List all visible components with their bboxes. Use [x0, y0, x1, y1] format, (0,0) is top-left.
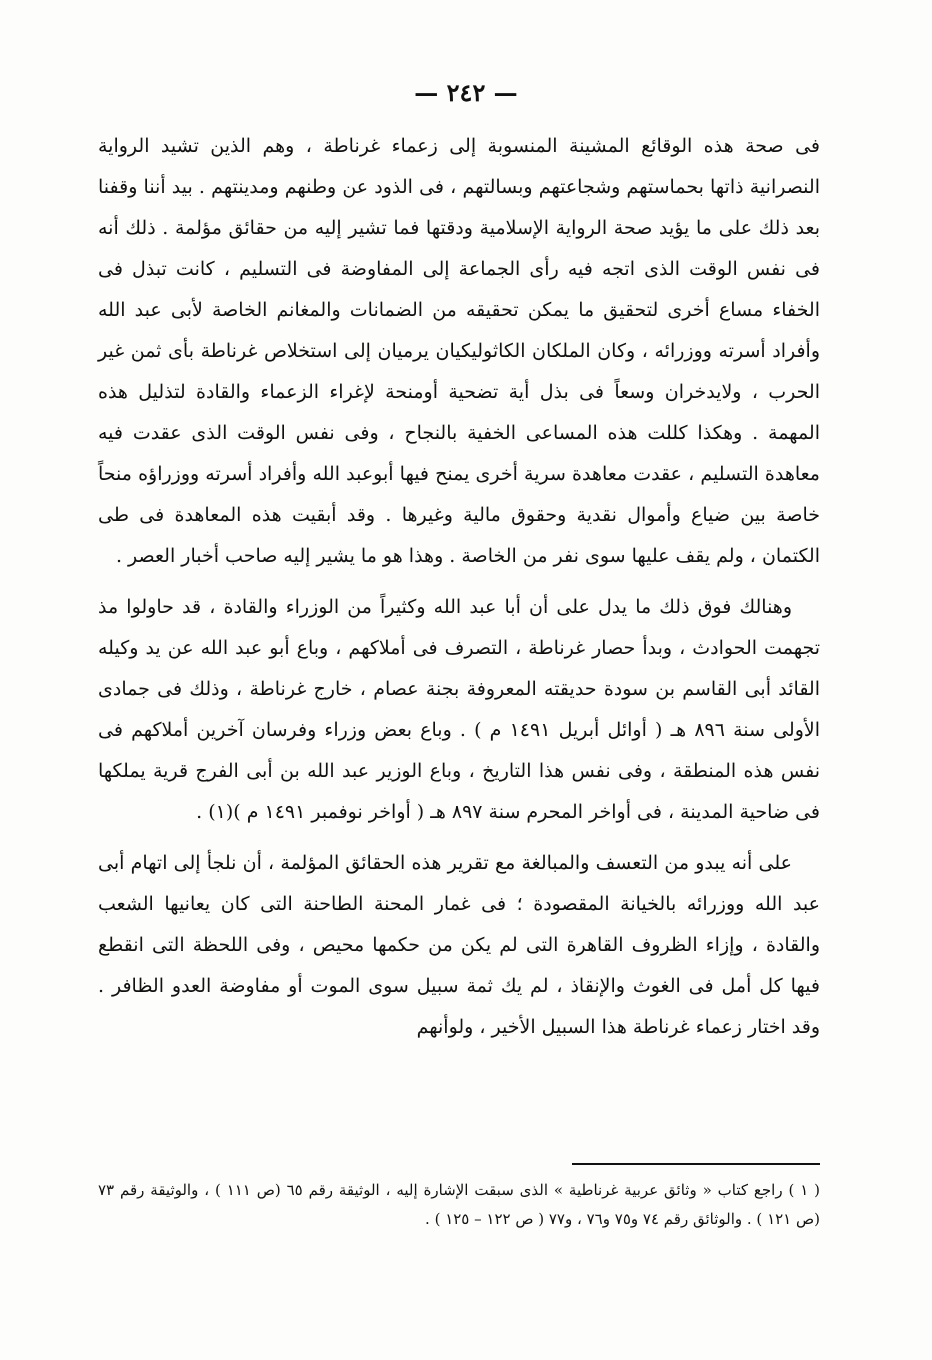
main-text [98, 126, 820, 1058]
footnote-1: ( ١ ) راجع كتاب « وثائق عربية غرناطية » الذى سبقت الإشارة إليه ، الوثيقة رقم ٦٥ (ص ١١١ ) ، والوثيقة رقم ٧٣ (ص ١٢١ ) . والوثائق رقم ٧٤ و٧٥ و٧٦ ، و٧٧ ( ص ١٢٢ – ١٢٥ ) . [98, 1181, 820, 1228]
paragraph-2: وهنالك فوق ذلك ما يدل على أن أبا عبد الله وكثيراً من الوزراء والقادة ، قد حاولوا مذ تجهمت الحوادث ، وبدأ حصار غرناطة ، التصرف فى أملاكهم ، وباع أبو عبد الله عن يد وكيله القائد أبى القاسم بن سودة حديقته المعروفة بجنة عصام ، خارج غرناطة ، وذلك فى جمادى الأولى سنة ٨٩٦ هـ ( أوائل أبريل ١٤٩١ م ) . وباع بعض وزراء وفرسان آخرين أملاكهم فى نفس هذه المنطقة ، وفى نفس هذا التاريخ ، وباع الوزير عبد الله بن أبى الفرج قرية يملكها فى ضاحية المدينة ، فى أواخر المحرم سنة ٨٩٧ هـ ( أواخر نوفمبر ١٤٩١ م )(١) . [98, 596, 820, 823]
paragraph-1: فى صحة هذه الوقائع المشينة المنسوبة إلى زعماء غرناطة ، وهم الذين تشيد الرواية النصرانية ذاتها بحماستهم وشجاعتهم وبسالتهم ، فى الذود عن وطنهم ومدينتهم . بيد أننا وقفنا بعد ذلك على ما يؤيد صحة الرواية الإسلامية ودقتها فما تشير إليه من حقائق مؤلمة . ذلك أنه فى نفس الوقت الذى اتجه فيه رأى الجماعة إلى المفاوضة فى التسليم ، كانت تبذل فى الخفاء مساع أخرى لتحقيق ما يمكن تحقيقه من الضمانات والمغانم الخاصة لأبى عبد الله وأفراد أسرته ووزرائه ، وكان الملكان الكاثوليكيان يرميان إلى استخلاص غرناطة بأى ثمن غير الحرب ، ولايدخران وسعاً فى بذل أية تضحية أومنحة لإغراء الزعماء والقادة لتذليل هذه المهمة . وهكذا كللت هذه المساعى الخفية بالنجاح ، وفى نفس الوقت الذى عقدت فيه معاهدة التسليم ، عقدت معاهدة سرية أخرى يمنح فيها أبوعبد الله وأفراد أسرته ووزراؤه منحاً خاصة بين ضياع وأموال نقدية وحقوق مالية وغيرها . وقد أبقيت هذه المعاهدة فى طى الكتمان ، ولم يقف عليها سوى نفر من الخاصة . وهذا هو ما يشير إليه صاحب أخبار العصر . [98, 135, 820, 567]
footnote-divider [572, 1163, 820, 1165]
footnotes [98, 1176, 820, 1234]
paragraph-3: على أنه يبدو من التعسف والمبالغة مع تقرير هذه الحقائق المؤلمة ، أن نلجأ إلى اتهام أبى عبد الله ووزرائه بالخيانة المقصودة ؛ فى غمار المحنة الطاحنة التى كان يعانيها الشعب والقادة ، وإزاء الظروف القاهرة التى لم يكن من حكمها محيص ، وفى اللحظة التى انقطع فيها كل أمل فى الغوث والإنقاذ ، لم يك ثمة سبيل سوى الموت أو مفاوضة العدو الظافر . وقد اختار زعماء غرناطة هذا السبيل الأخير ، ولوأنهم [98, 852, 820, 1038]
page-number: — ٢٤٢ — [414, 78, 518, 107]
